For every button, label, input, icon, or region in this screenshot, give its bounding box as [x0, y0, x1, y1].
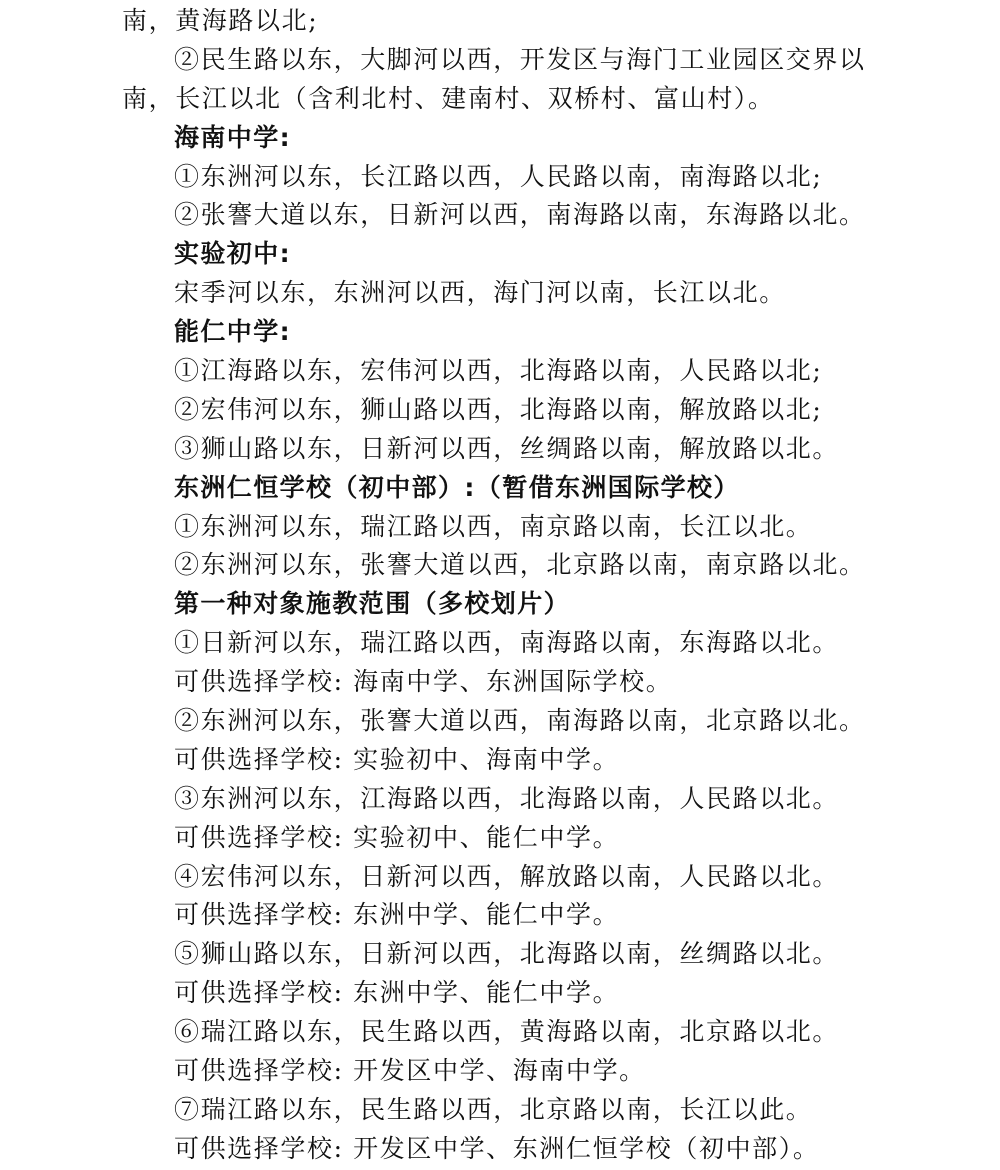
text-line: 可供选择学校: 开发区中学、东洲仁恒学校（初中部）。 — [174, 1133, 820, 1163]
section-heading: 海南中学: — [174, 122, 291, 152]
text-line: 南，长江以北（含利北村、建南村、双桥村、富山村）。 — [122, 83, 775, 113]
text-line: ⑤狮山路以东，日新河以西，北海路以南，丝绸路以北。 — [174, 939, 840, 969]
text-line: ①东洲河以东，瑞江路以西，南京路以南，长江以北。 — [174, 511, 813, 541]
text-line: 宋季河以东，东洲河以西，海门河以南，长江以北。 — [174, 278, 786, 308]
text-line: 南，黄海路以北; — [122, 6, 319, 35]
text-line: 可供选择学校: 海南中学、东洲国际学校。 — [174, 667, 673, 697]
section-heading: 第一种对象施教范围（多校划片） — [174, 589, 571, 619]
text-line: ③东洲河以东，江海路以西，北海路以南，人民路以北。 — [174, 783, 840, 813]
document-body — [122, 2, 892, 1169]
text-line: ②民生路以东，大脚河以西，开发区与海门工业园区交界以 — [174, 44, 866, 74]
text-line: ①东洲河以东，长江路以西，人民路以南，南海路以北; — [174, 161, 823, 191]
text-line: 可供选择学校: 实验初中、能仁中学。 — [174, 822, 620, 852]
text-line: ②宏伟河以东，狮山路以西，北海路以南，解放路以北; — [174, 394, 823, 424]
text-line: ②东洲河以东，张謇大道以西，北京路以南，南京路以北。 — [174, 550, 866, 580]
text-line: ①日新河以东，瑞江路以西，南海路以南，东海路以北。 — [174, 628, 840, 658]
section-heading: 实验初中: — [174, 239, 291, 269]
text-line: 可供选择学校: 东洲中学、能仁中学。 — [174, 978, 620, 1008]
section-heading: 能仁中学: — [174, 317, 291, 347]
text-line: ②东洲河以东，张謇大道以西，南海路以南，北京路以北。 — [174, 706, 866, 736]
text-line: ⑦瑞江路以东，民生路以西，北京路以南，长江以此。 — [174, 1094, 813, 1124]
text-line: ②张謇大道以东，日新河以西，南海路以南，东海路以北。 — [174, 200, 866, 230]
text-line: 可供选择学校: 实验初中、海南中学。 — [174, 744, 620, 774]
text-line: ①江海路以东，宏伟河以西，北海路以南，人民路以北; — [174, 356, 823, 386]
text-line: ⑥瑞江路以东，民生路以西，黄海路以南，北京路以北。 — [174, 1017, 840, 1047]
text-line: ④宏伟河以东，日新河以西，解放路以南，人民路以北。 — [174, 861, 840, 891]
text-line: ③狮山路以东，日新河以西，丝绸路以南，解放路以北。 — [174, 433, 840, 463]
section-heading: 东洲仁恒学校（初中部）:（暂借东洲国际学校） — [174, 472, 740, 502]
text-line: 可供选择学校: 开发区中学、海南中学。 — [174, 1056, 646, 1086]
text-line: 可供选择学校: 东洲中学、能仁中学。 — [174, 900, 620, 930]
